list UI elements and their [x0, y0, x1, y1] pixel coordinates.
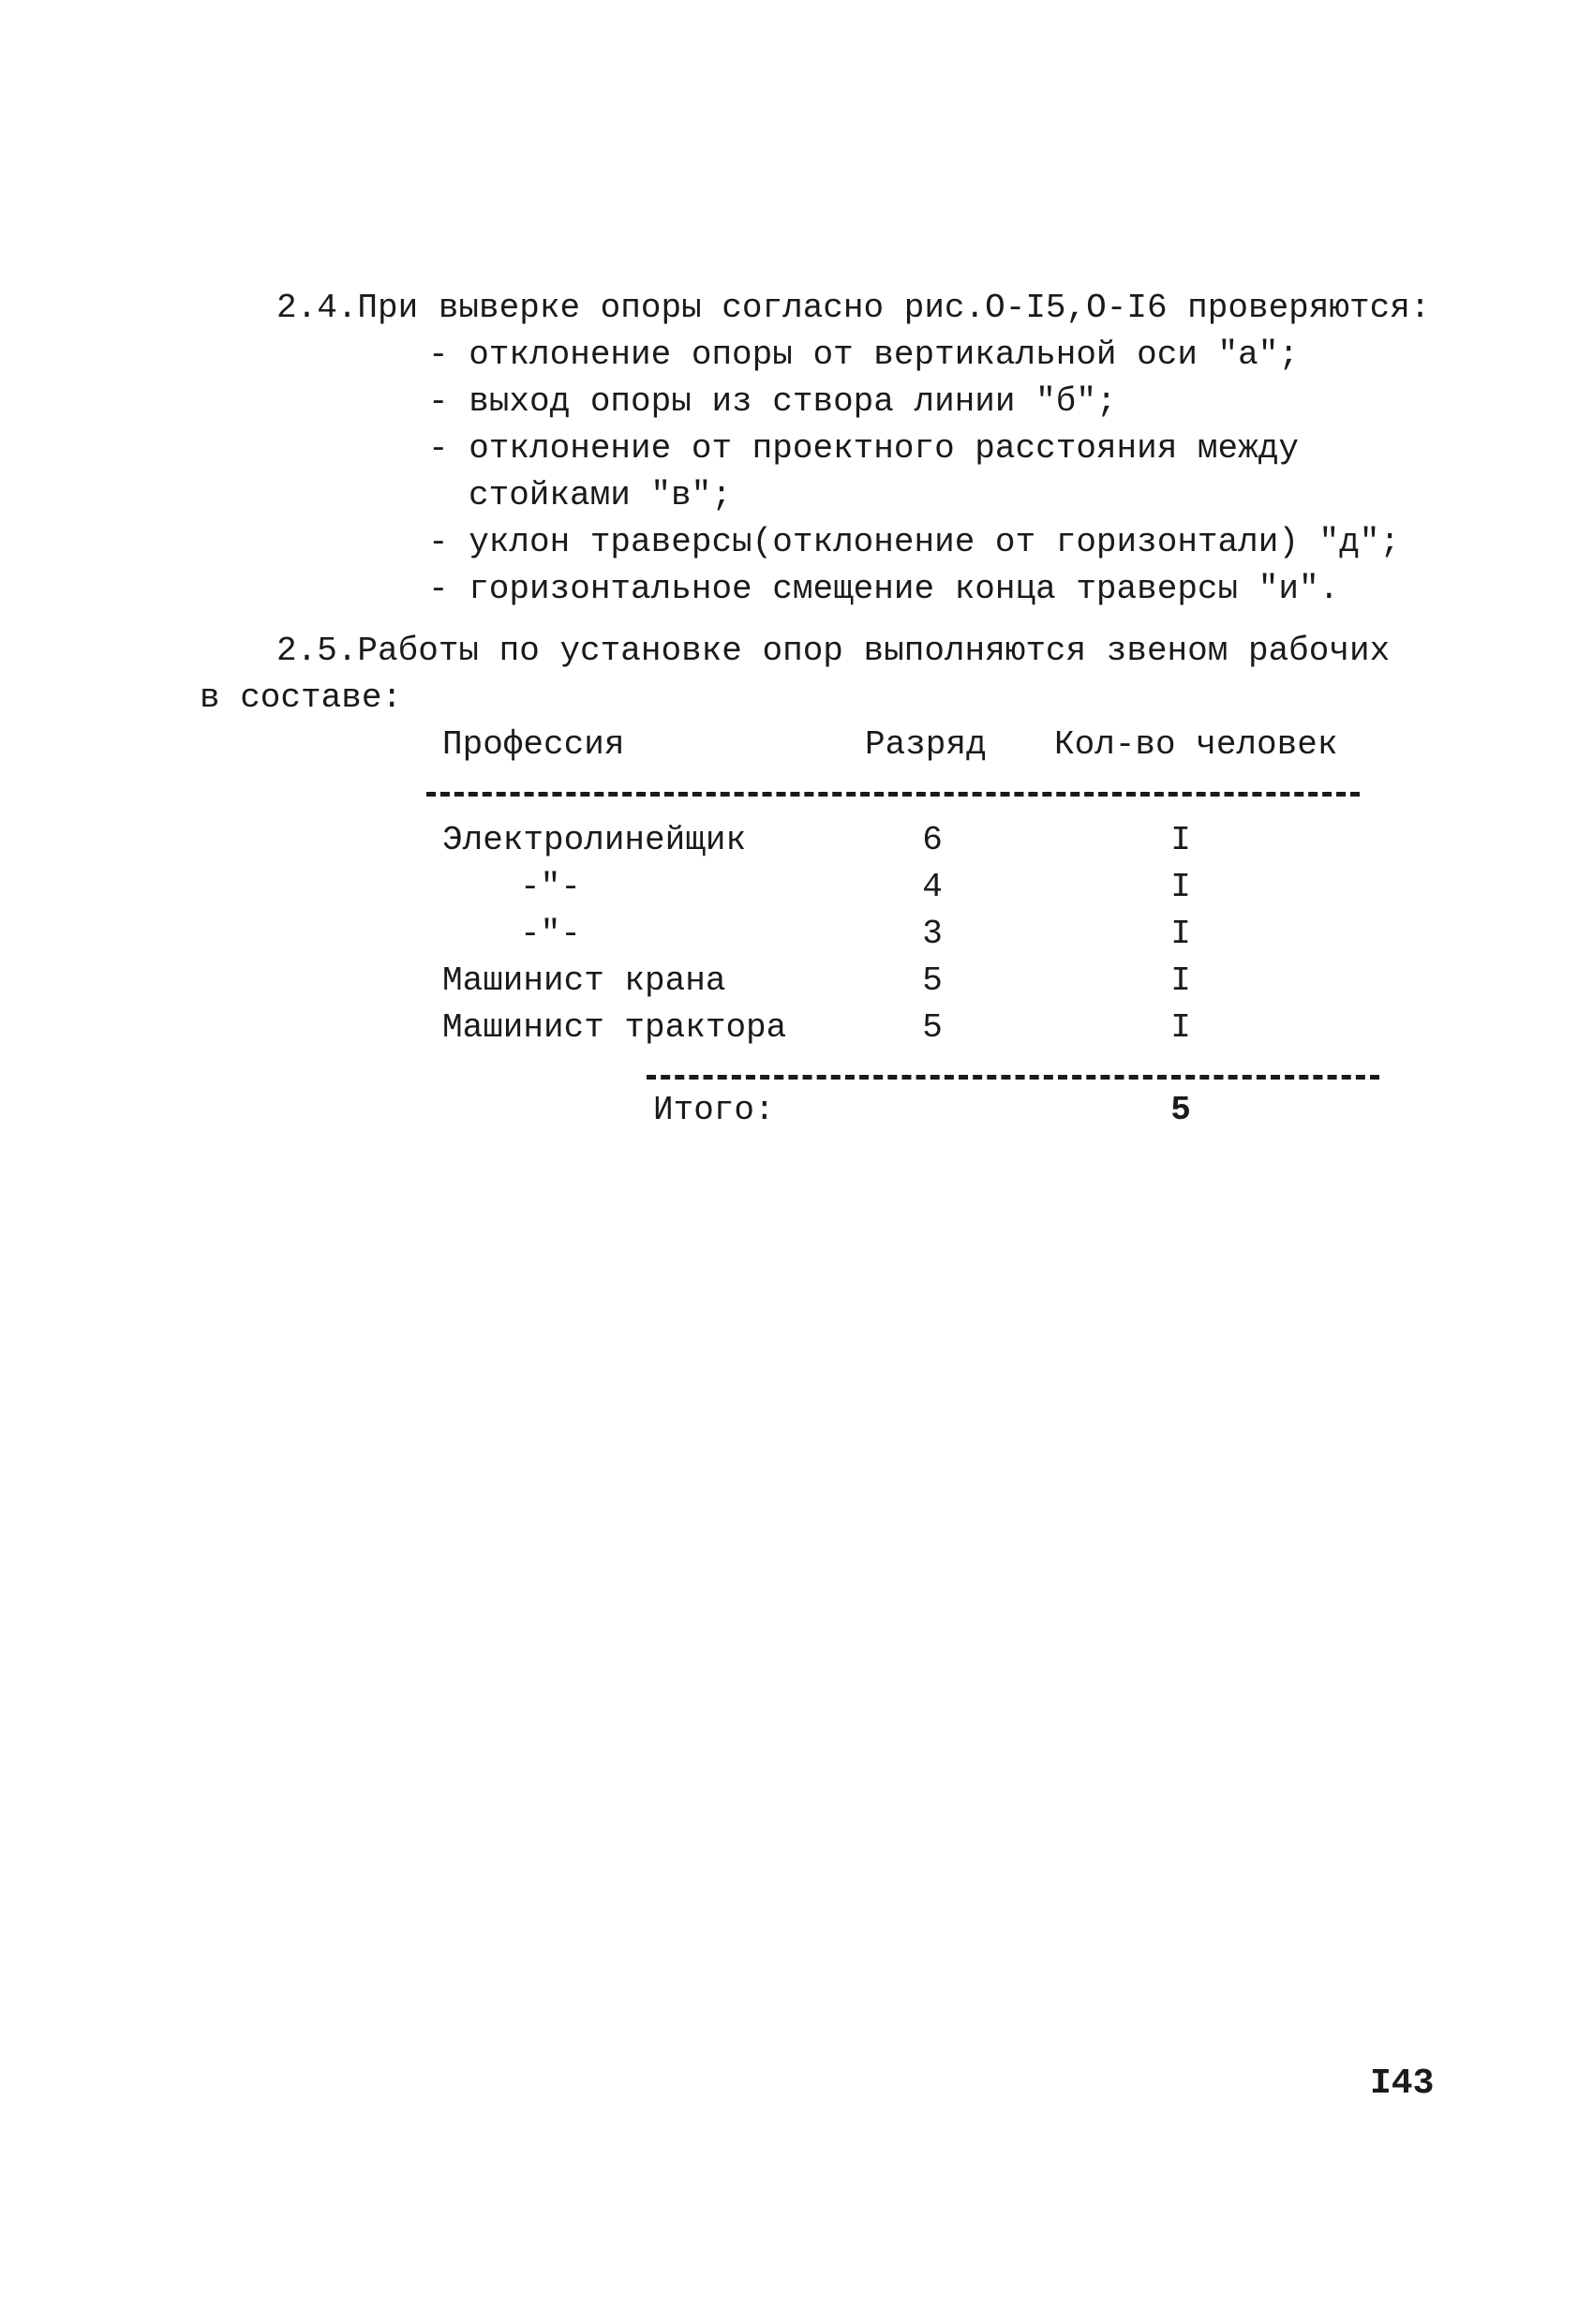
cell-grade: 4: [922, 868, 943, 906]
header-count: Кол-во человек: [1054, 725, 1338, 764]
cell-profession: Машинист трактора: [442, 1008, 787, 1047]
header-grade: Разряд: [865, 725, 987, 764]
cell-profession: -"-: [520, 915, 581, 953]
cell-profession: Электролинейщик: [442, 821, 747, 859]
cell-count: I: [1170, 961, 1191, 1000]
cell-grade: 3: [922, 915, 943, 953]
table-top-rule: [426, 792, 1360, 797]
cell-count: I: [1170, 915, 1191, 953]
section-2-5-line1: 2.5.Работы по установке опор выполняются звеном рабочих: [276, 632, 1391, 670]
cell-profession: -"-: [520, 868, 581, 906]
cell-grade: 5: [922, 961, 943, 1000]
cell-count: I: [1170, 821, 1191, 859]
section-2-5-line2: в составе:: [200, 678, 403, 717]
list-item-continuation: стойками "в";: [469, 476, 732, 514]
cell-profession: Машинист крана: [442, 961, 726, 1000]
cell-count: I: [1170, 868, 1191, 906]
page-number: I43: [1370, 2063, 1435, 2104]
list-item: - уклон траверсы(отклонение от горизонтали) "д";: [428, 523, 1400, 561]
total-label: Итого:: [653, 1091, 775, 1129]
header-profession: Профессия: [442, 725, 625, 764]
list-item: - отклонение от проектного расстояния между: [428, 429, 1299, 468]
list-item: - отклонение опоры от вертикальной оси "а";: [428, 335, 1299, 374]
cell-grade: 5: [922, 1008, 943, 1047]
section-2-4-heading: 2.4.При выверке опоры согласно рис.О-I5,О-I6 проверяются:: [276, 289, 1431, 327]
list-item: - горизонтальное смещение конца траверсы "и".: [428, 570, 1340, 608]
list-item: - выход опоры из створа линии "б";: [428, 382, 1117, 421]
cell-grade: 6: [922, 821, 943, 859]
cell-count: I: [1170, 1008, 1191, 1047]
table-bottom-rule: [647, 1075, 1379, 1080]
total-value: 5: [1170, 1091, 1191, 1129]
